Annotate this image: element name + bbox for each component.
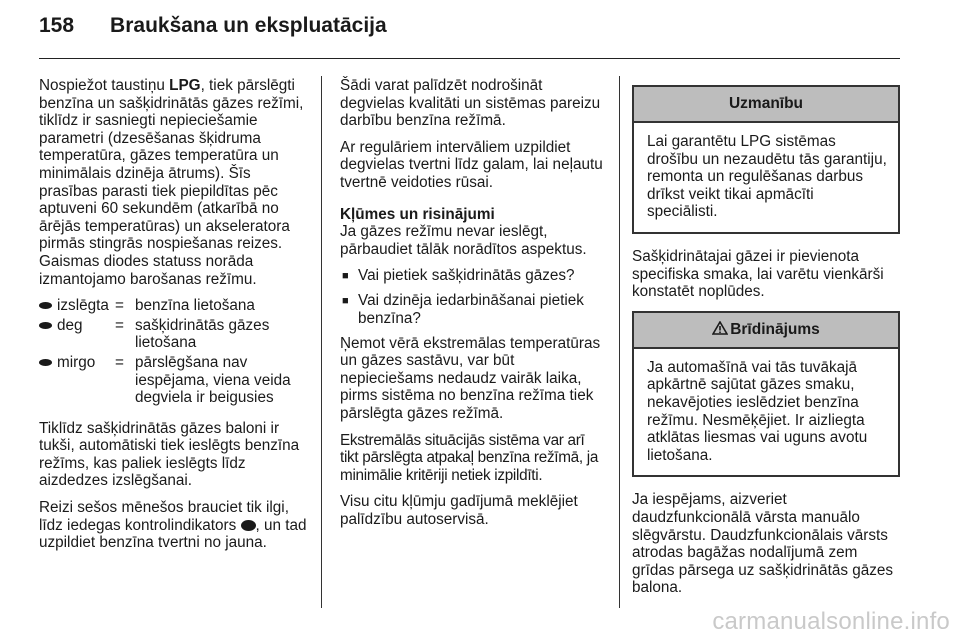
- page-title: Braukšana un ekspluatācija: [110, 14, 387, 37]
- lpg-key-label: LPG: [169, 77, 201, 94]
- bullet-marker: ■: [342, 295, 349, 308]
- warning-text: Ja automašīnā vai tās tuvākajā apkārtnē sajūtat gāzes smaku, nekavējoties ieslēdziet benzīna režīmu. Nesmēķējiet. Ir aizliegta atklātas liesmas vai uguns avotu lietošana.: [647, 358, 868, 464]
- temperature-paragraph: Ņemot vērā ekstremālas temperatūras un gāzes sastāvu, var būt nepieciešams nedaudz vairāk laika, pirms sistēma no benzīna režīma tiek pārslēgta gāzes režīmā.: [340, 334, 601, 422]
- warning-triangle-icon: [712, 313, 728, 347]
- warning-title: Brīdinājums: [730, 320, 820, 338]
- caution-text: Lai garantētu LPG sistēmas drošību un nezaudētu tās garantiju, remonta un regulēšanas darbus drīkst veikt tikai apmācīti speciālisti.: [647, 133, 887, 221]
- rust-paragraph: Ar regulāriem intervāliem uzpildiet degvielas tvertni līdz galam, lai neļautu tvertnē veidoties rūsai.: [340, 138, 603, 191]
- led-oval-icon: [39, 354, 57, 371]
- led-status-row: mirgo = pārslēgšana nav iespējama, viena veida degviela ir beigusies: [39, 354, 309, 407]
- fallback-paragraph: Ekstremālās situācijās sistēma var arī tikt pārslēgta atpakaļ benzīna režīmā, ja minimālie kritēriji netiek izpildīti.: [340, 431, 599, 484]
- page-number: 158: [39, 14, 75, 37]
- quality-paragraph: Šādi varat palīdzēt nodrošināt degvielas kvalitāti un sistēmas pareizu darbību benzīna režīmā.: [340, 77, 601, 130]
- led-oval-icon: [39, 297, 57, 314]
- troubleshooting-heading: Kļūmes un risinājumi: [340, 205, 495, 223]
- caution-box: [632, 85, 900, 234]
- auto-switch-paragraph: Tiklīdz sašķidrinātās gāzes baloni ir tukši, automātiski tiek ieslēgts benzīna režīms, kas paliek ieslēgts līdz aizdedzes izslēgšanai.: [39, 419, 300, 490]
- column-divider-1: [321, 76, 322, 608]
- caution-title: Uzmanību: [634, 87, 898, 123]
- shutoff-valve-paragraph: Ja iespējams, aizveriet daudzfunkcionālā vārsta manuālo slēgvārstu. Daudzfunkcionālais vārsts atrodas bagāžas nodalījumā zem grīdas pārsega uz sašķidrinātās gāzes balona.: [632, 491, 894, 597]
- column-right: [632, 85, 900, 607]
- header-divider: [39, 58, 900, 59]
- led-oval-icon: [39, 317, 57, 334]
- column-divider-2: [619, 76, 620, 608]
- control-indicator-icon: [241, 520, 256, 531]
- six-month-paragraph: Reizi sešos mēnešos brauciet tik ilgi, līdz iedegas kontrolindikators , un tad uzpildiet benzīna tvertni no jauna.: [39, 499, 307, 552]
- column-left: [39, 77, 309, 561]
- led-status-table: [39, 297, 309, 407]
- warning-box: [632, 311, 900, 478]
- bullet-marker: ■: [342, 270, 349, 283]
- led-status-row: deg = sašķidrinātās gāzes lietošana: [39, 317, 309, 352]
- watermark: carmanualsonline.info: [712, 608, 950, 635]
- led-status-row: izslēgta = benzīna lietošana: [39, 297, 309, 315]
- odor-paragraph: Sašķidrinātajai gāzei ir pievienota specifiska smaka, lai varētu vienkārši konstatēt noplūdes.: [632, 247, 884, 301]
- service-paragraph: Visu citu kļūmju gadījumā meklējiet palīdzību autoservisā.: [340, 493, 578, 528]
- troubleshooting-intro: Ja gāzes režīmu nevar ieslēgt, pārbaudiet tālāk norādītos aspektus.: [340, 223, 587, 258]
- intro-paragraph: Nospiežot taustiņu LPG, tiek pārslēgti benzīna un sašķidrinātās gāzes režīmi, tiklīdz ir sasniegti nepieciešamie parametri (dzesēšanas šķidruma temperatūra, gāzes temperatūra un minimālais dzinēja ātrums). Šīs prasības parasti tiek piepildītas pēc aptuveni 60 sekundēm (atkarībā no ārējās temperatūras) un akseleratora pirmās stingrās nospiešanas reizes. Gaismas diodes statuss norāda izmantojamo barošanas režīmu.: [39, 77, 304, 288]
- column-middle: [340, 77, 606, 537]
- page-header: [39, 14, 387, 50]
- list-item: ■ Vai pietiek sašķidrinātās gāzes?: [342, 267, 575, 285]
- list-item: ■ Vai dzinēja iedarbināšanai pietiek benzīna?: [342, 292, 584, 327]
